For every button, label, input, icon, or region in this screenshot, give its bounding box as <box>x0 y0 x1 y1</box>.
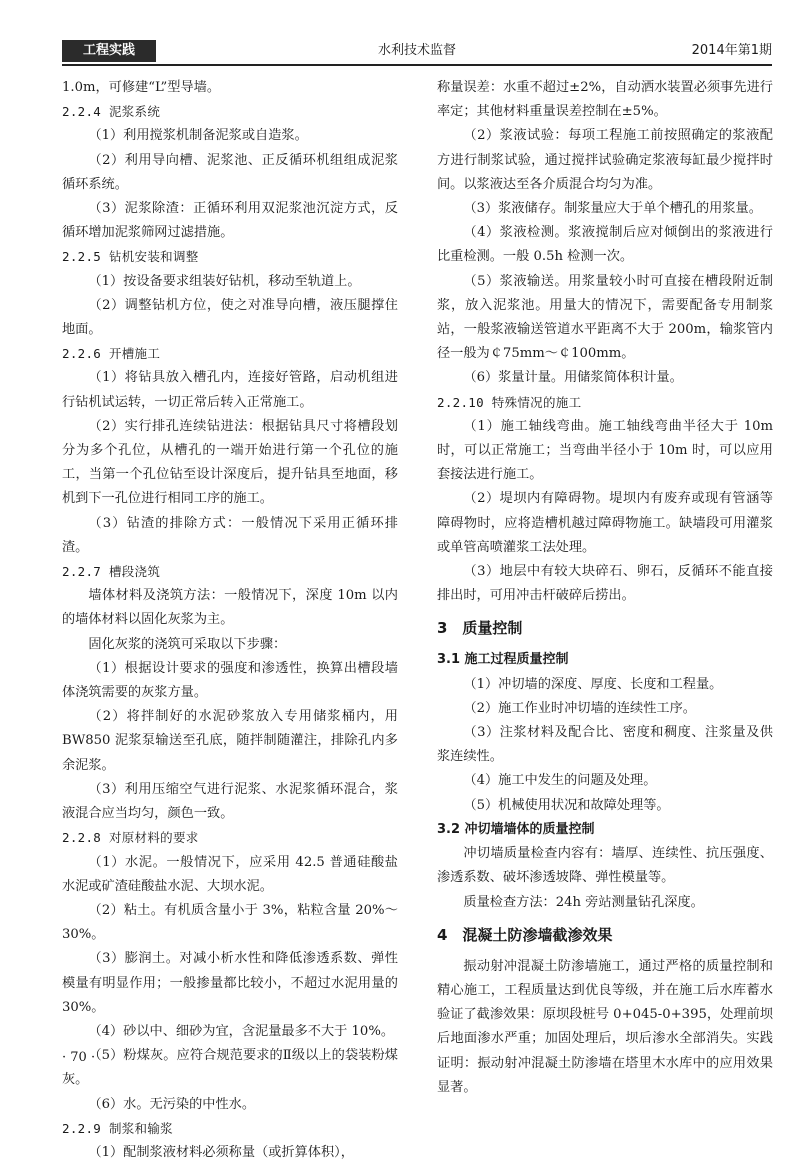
paragraph: （2）将拌制好的水泥砂浆放入专用储浆桶内，用 BW850 泥浆泵输送至孔底，随拌制随灌注，排除孔内多余泥浆。 <box>62 709 398 773</box>
paragraph: （1）水泥。一般情况下，应采用 42.5 普通硅酸盐水泥或矿渣硅酸盐水泥、大坝水泥。 <box>62 854 398 894</box>
paragraph: 冲切墙质量检查内容有：墙厚、连续性、抗压强度、渗透系数、破坏渗透坡降、弹性模量等。 <box>437 846 773 886</box>
issue-label: 2014年第1期 <box>691 43 772 58</box>
paragraph: （3）泥浆除渣：正循环利用双泥浆池沉淀方式，反循环增加泥浆筛网过滤措施。 <box>62 201 398 241</box>
paragraph: （2）粘土。有机质含量小于 3%，粘粒含量 20%～30%。 <box>62 902 398 943</box>
subsection-heading: 2.2.7 槽段浇筑 <box>62 564 161 580</box>
right-column <box>437 76 773 1100</box>
paragraph: （3）利用压缩空气进行泥浆、水泥浆循环混合，浆液混合应当均匀，颜色一致。 <box>62 781 398 822</box>
paragraph: （1）按设备要求组装好钻机，移动至轨道上。 <box>88 273 361 289</box>
running-header <box>62 40 772 62</box>
section-heading: 4 混凝土防渗墙截渗效果 <box>437 925 613 944</box>
paragraph: （4）浆液检测。浆液搅制后应对倾倒出的浆液进行比重检测。一般 0.5h 检测一次。 <box>437 225 773 265</box>
paragraph: （3）膨润土。对减小析水性和降低渗透系数、弹性模量有明显作用；一般掺量都比较小，不超过水泥用量的 30%。 <box>62 951 398 1015</box>
paragraph: 固化灰浆的浇筑可采取以下步骤： <box>88 636 287 652</box>
paragraph: 称量误差：水重不超过±2%，自动洒水装置必须事先进行率定；其他材料重量误差控制在±5%。 <box>437 80 773 120</box>
paragraph: （4）施工中发生的问题及处理。 <box>463 773 657 789</box>
paragraph: （5）粉煤灰。应符合规范要求的Ⅱ级以上的袋装粉煤灰。 <box>62 1048 398 1088</box>
paragraph: 1.0m，可修建“L”型导墙。 <box>62 80 221 95</box>
paragraph: 振动射冲混凝土防渗墙施工，通过严格的质量控制和精心施工，工程质量达到优良等级，并在施工后水库蓄水验证了截渗效果：原坝段桩号 0+045-0+395，处理前坝后地面渗水严重；加固处理后，坝后渗水全部消失。实践证明：振动射冲混凝土防渗墙在塔里木水库中的应用效果显著。 <box>437 958 773 1095</box>
paragraph: （4）砂以中、细砂为宜，含泥量最多不大于 10%。 <box>88 1023 395 1039</box>
paragraph: （6）浆量计量。用储浆简体积计量。 <box>463 370 683 386</box>
subsection-heading: 2.2.5 钻机安装和调整 <box>62 249 199 265</box>
paragraph: （5）机械使用状况和故障处理等。 <box>463 797 670 813</box>
paragraph: （2）堤坝内有障碍物。堤坝内有废弃或现有管涵等障碍物时，应将造槽机越过障碍物施工。缺墙段可用灌浆或单管高喷灌浆工法处理。 <box>437 491 773 555</box>
paragraph: （1）将钻具放入槽孔内，连接好管路，启动机组进行钻机试运转，一切正常后转入正常施工。 <box>62 370 398 410</box>
subsection-heading: 2.2.8 对原材料的要求 <box>62 830 199 846</box>
subsection-heading: 2.2.4 泥浆系统 <box>62 104 161 120</box>
paragraph: （6）水。无污染的中性水。 <box>88 1096 256 1112</box>
subsection-heading: 2.2.6 开槽施工 <box>62 346 161 362</box>
paragraph: 质量检查方法：24h 旁站测量钻孔深度。 <box>463 894 704 910</box>
paragraph: （1）利用搅浆机制备泥浆或自造浆。 <box>88 128 308 144</box>
paragraph: （3）钻渣的排除方式：一般情况下采用正循环排渣。 <box>62 515 398 555</box>
subsection-heading: 2.2.10 特殊情况的施工 <box>437 394 582 410</box>
section-tag: 工程实践 <box>62 40 156 62</box>
paragraph: （2）调整钻机方位，使之对准导向槽，液压腿撑住地面。 <box>62 297 398 338</box>
subsection-heading: 3.1 施工过程质量控制 <box>437 652 569 668</box>
section-heading: 3 质量控制 <box>437 619 523 638</box>
paragraph: （5）浆液输送。用浆量较小时可直接在槽段附近制浆，放入泥浆池。用量大的情况下，需要配备专用制浆站，一般浆液输送管道水平距离不大于 200m，输浆管内径一般为￠75mm～￠100mm。 <box>437 273 773 362</box>
paragraph: （1）根据设计要求的强度和渗透性，换算出槽段墙体浇筑需要的灰浆方量。 <box>62 660 398 701</box>
paragraph: （3）注浆材料及配合比、密度和稠度、注浆量及供浆连续性。 <box>437 725 773 765</box>
paragraph: （3）浆液储存。制浆量应大于单个槽孔的用浆量。 <box>463 201 762 217</box>
subsection-heading: 3.2 冲切墙墙体的质量控制 <box>437 821 595 837</box>
journal-name: 水利技术监督 <box>377 43 456 58</box>
header-rule <box>62 64 772 66</box>
paragraph: （1）配制浆液材料必须称量（或折算体积）， <box>88 1144 354 1160</box>
subsection-heading: 2.2.9 制浆和输浆 <box>62 1120 173 1136</box>
paragraph: （1）施工轴线弯曲。施工轴线弯曲半径大于 10m 时，可以正常施工；当弯曲半径小于 10m 时，可以应用套接法进行施工。 <box>437 418 773 483</box>
paragraph: （2）浆液试验：每项工程施工前按照确定的浆液配方进行制浆试验，通过搅拌试验确定浆液每缸最少搅拌时间。以浆液达至各介质混合均匀为准。 <box>437 128 773 192</box>
left-column <box>62 76 398 1165</box>
paragraph: （1）冲切墙的深度、厚度、长度和工程量。 <box>463 676 723 692</box>
paragraph: （3）地层中有较大块碎石、卵石，反循环不能直接排出时，可用冲击杆破碎后捞出。 <box>437 564 773 604</box>
paragraph: （2）实行排孔连续钻进法：根据钻具尺寸将槽段划分为多个孔位，从槽孔的一端开始进行第一个孔位的施工，当第一个孔位钻至设计深度后，提升钻具至地面，移机到下一孔位进行相同工序的施工。 <box>62 418 398 507</box>
page-number: · 70 · <box>62 1050 96 1065</box>
paragraph: （2）施工作业时冲切墙的连续性工序。 <box>463 700 696 716</box>
paragraph: 墙体材料及浇筑方法：一般情况下，深度 10m 以内的墙体材料以固化灰浆为主。 <box>62 588 398 628</box>
paragraph: （2）利用导向槽、泥浆池、正反循环机组组成泥浆循环系统。 <box>62 152 398 192</box>
